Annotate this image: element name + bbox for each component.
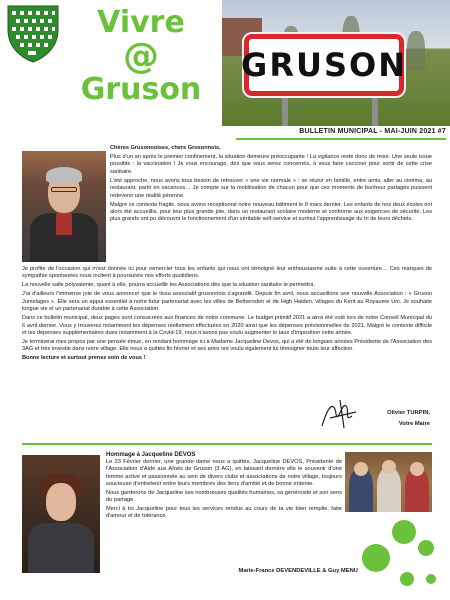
newsletter-title xyxy=(66,5,216,108)
photo-head xyxy=(382,460,396,474)
tribute-paragraph: Nous garderons de Jacqueline ses nombreuses qualités humaines, sa générosité et son sens du partage. xyxy=(106,489,342,504)
coat-of-arms-icon xyxy=(2,2,64,64)
editorial-closing: Bonne lecture et surtout prenez soin de vous ! xyxy=(22,355,146,362)
decorative-circle xyxy=(362,544,390,572)
mayor-name: Olivier TURPIN, xyxy=(387,410,430,416)
header-rule xyxy=(236,138,446,140)
editorial-paragraph: Je terminerai mes propos par une pensée émue, en rendant hommage ici à Madame Jacqueline Devos, qui a été de longues années Présidente de l'Association des 3AG et très investie dans notre village. Elle nous a quittés fin février et ses amis ont voulu également lui témoigner toute leur affection. xyxy=(22,339,432,353)
portrait-hair xyxy=(46,167,82,183)
mayor-portrait xyxy=(22,151,106,262)
group-photo xyxy=(345,452,432,512)
village-sign-text: GRUSON xyxy=(241,46,407,84)
decorative-circle xyxy=(426,574,436,584)
editorial-paragraph: Malgré ce contexte fragile, nous avons réceptionné notre nouveau bâtiment le 9 mars dernier. Les enfants de nos deux écoles ont alors été accueillis, pour leur plus grande joie, dans un restaurant scolaire moderne et conforme aux exigences de sécurité. Les plus grands ont pu découvrir le fonctionnement d'un véritable self-service et surtout l'apprentissage du tri de leurs déchets. xyxy=(110,201,432,223)
portrait-collar xyxy=(56,213,72,235)
decorative-circle xyxy=(400,572,414,586)
mayor-role: Votre Maire xyxy=(398,421,430,427)
editorial-paragraph: Je profite de l'occasion qui m'est donnée ici pour remercier tous les enfants qui nous ont témoigné leur enthousiasme suite à cette ouverture… Ces marques de sympathie spontanées nous incitent à poursuivre nos efforts quotidiens. xyxy=(22,266,432,280)
tribute-heading: Hommage à Jacqueline DEVOS xyxy=(106,452,196,458)
section-separator xyxy=(22,443,432,445)
tribute-paragraph: Merci à toi Jacqueline pour tous les services rendus au cours de ta vie bien remplie, faite d'amour et de tolérance. xyxy=(106,505,342,520)
editorial-paragraph: L'été approche, nous avons tous besoin de retrouver « une vie normale » : se réunir en famille, entre amis, aller au cinéma, au restaurant, partir en vacances… Je compte sur la mobilisation de chacun pour que ces moments de bonheur partagés puissent redevenir une réalité pérenne. xyxy=(110,177,432,199)
editorial-paragraph: Dans ce bulletin municipal, deux pages sont consacrées aux finances de notre commune. Le budget primitif 2021 a ainsi été voté lors de notre Conseil Municipal du 6 avril dernier. Vous y trouverez notamment les dépenses réellement effectuées en 2020 ainsi que les dépenses prévisionnelles de 2021. Malgré le contexte difficile et les dépenses supplémentaires dues notamment à la Covid-19, nous n'avons pas voulu augmenter le taux d'imposition cette année. xyxy=(22,315,432,337)
village-sign-photo xyxy=(222,0,450,126)
tribute-section xyxy=(106,452,342,522)
tree-shape xyxy=(407,31,425,71)
editorial-paragraph: J'ai d'ailleurs l'immense joie de vous annoncer que le tissu associatif grusonnois s'agrandit. Depuis fin avril, nous accueillons une nouvelle Association : « Gruson Jumelages ». Elle sera un appui essentiel à notre futur partenariat avec les villes de Bethersden et de High Halden, villages du Kent au Royaume Uni. Je souhaite longue vie et un partenariat durable à cette Association. xyxy=(22,291,432,313)
tribute-signoff: Marie-France DEVENDEVILLE & Guy MENU xyxy=(238,568,358,574)
editorial-greeting: Chères Grusonnoises, chers Grusonnois, xyxy=(110,145,221,151)
village-sign xyxy=(241,34,407,96)
photo-head xyxy=(410,462,424,476)
mayor-signature-block xyxy=(356,408,430,430)
sign-post xyxy=(282,92,288,126)
decorative-circle xyxy=(418,540,434,556)
bulletin-label: BULLETIN MUNICIPAL - MAI-JUIN 2021 #7 xyxy=(299,128,446,135)
title-line-1: Vivre xyxy=(97,5,185,40)
photo-body xyxy=(28,523,94,573)
editorial-intro xyxy=(110,145,432,225)
title-line-2: @ xyxy=(123,35,159,77)
editorial-body xyxy=(22,266,432,364)
photo-person xyxy=(377,468,401,512)
tribute-paragraph: Le 23 Février dernier, une grande dame nous a quittés, Jacqueline DEVOS, Présidente de l'Association d'Aide aux Aînés de Gruson (3 AG), en laissant derrière elle le souvenir d'une femme active et passionnée au sein de divers clubs et associations de notre village, toujours soucieuse d'entretenir entre leurs membres des liens d'amitié et de bonne entente. xyxy=(106,459,342,487)
editorial-paragraph: La nouvelle salle polyvalente, quant à elle, pourra accueillir les Associations dès que la situation sanitaire le permettra. xyxy=(22,282,315,289)
photo-head xyxy=(354,462,368,476)
portrait-glasses xyxy=(51,187,77,192)
jacqueline-devos-photo xyxy=(22,455,100,573)
decorative-circle xyxy=(392,520,416,544)
editorial-paragraph: Plus d'un an après le premier confinement, la situation demeure préoccupante ! La vigilance reste donc de mise. Une seule issue possible : la vaccination ! Je vous encourage, dès que vous serez concernés, à vous faire vacciner pour sortir de cette crise sanitaire. xyxy=(110,154,432,175)
title-line-3: Gruson xyxy=(80,72,202,108)
photo-face xyxy=(46,483,76,521)
sign-post xyxy=(372,92,378,126)
